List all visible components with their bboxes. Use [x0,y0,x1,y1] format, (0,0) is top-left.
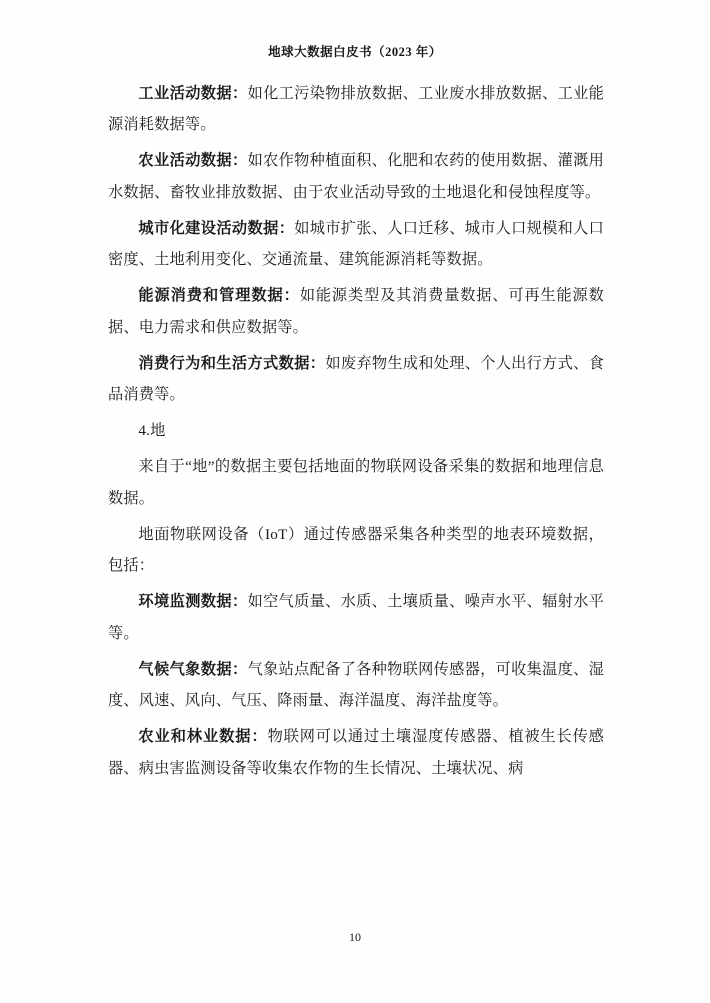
paragraph-environment-monitoring [108,586,604,649]
paragraph-lead: 环境监测数据： [138,593,248,611]
paragraph-lead: 工业活动数据： [138,85,248,102]
paragraph-consumption [108,348,604,411]
page-header: 地球大数据白皮书（2023 年） [268,45,442,59]
paragraph-text: 气象站点配备了各种物联网传感器，可收集温度、湿度、风速、风向、气压、降雨量、海洋温度、海洋盐度等。 [108,660,604,710]
paragraph-lead: 气候气象数据： [138,660,248,678]
page-content [108,78,604,789]
paragraph-urbanization [108,213,604,276]
paragraph-lead: 农业和林业数据： [138,728,268,746]
paragraph-climate-weather [108,654,604,717]
paragraph-lead: 消费行为和生活方式数据： [138,354,326,372]
paragraph-text: 物联网可以通过土壤湿度传感器、植被生长传感器、病虫害监测设备等收集农作物的生长情况、土壤状况、病 [108,728,605,777]
paragraph-text: 如废弃物生成和处理、个人出行方式、食品消费等。 [108,354,604,404]
paragraph-agriculture-forestry [108,721,604,784]
paragraph-lead: 能源消费和管理数据： [138,287,300,305]
section-heading: 4.地 [138,422,166,440]
page-number: 10 [349,930,361,944]
section-body-second: 地面物联网设备（IoT）通过传感器采集各种类型的地表环境数据，包括： [108,525,604,575]
paragraph-text: 如城市扩张、人口迁移、城市人口规模和人口密度、土地利用变化、交通流量、建筑能源消耗等数据。 [108,219,605,269]
paragraph-text: 如农作物种植面积、化肥和农药的使用数据、灌溉用水数据、畜牧业排放数据、由于农业活动导致的土地退化和侵蚀程度等。 [108,152,604,201]
paragraph-lead: 农业活动数据： [138,152,248,170]
paragraph-text: 如能源类型及其消费量数据、可再生能源数据、电力需求和供应数据等。 [108,287,604,336]
paragraph-text: 如化工污染物排放数据、工业废水排放数据、工业能源消耗数据等。 [108,85,604,134]
paragraph-energy [108,280,604,343]
paragraph-industrial [108,78,604,141]
paragraph-lead: 城市化建设活动数据： [138,219,295,237]
paragraph-text: 如空气质量、水质、土壤质量、噪声水平、辐射水平等。 [108,593,604,642]
paragraph-agricultural [108,145,604,208]
section-body-first: 来自于“地”的数据主要包括地面的物联网设备采集的数据和地理信息数据。 [108,458,604,507]
